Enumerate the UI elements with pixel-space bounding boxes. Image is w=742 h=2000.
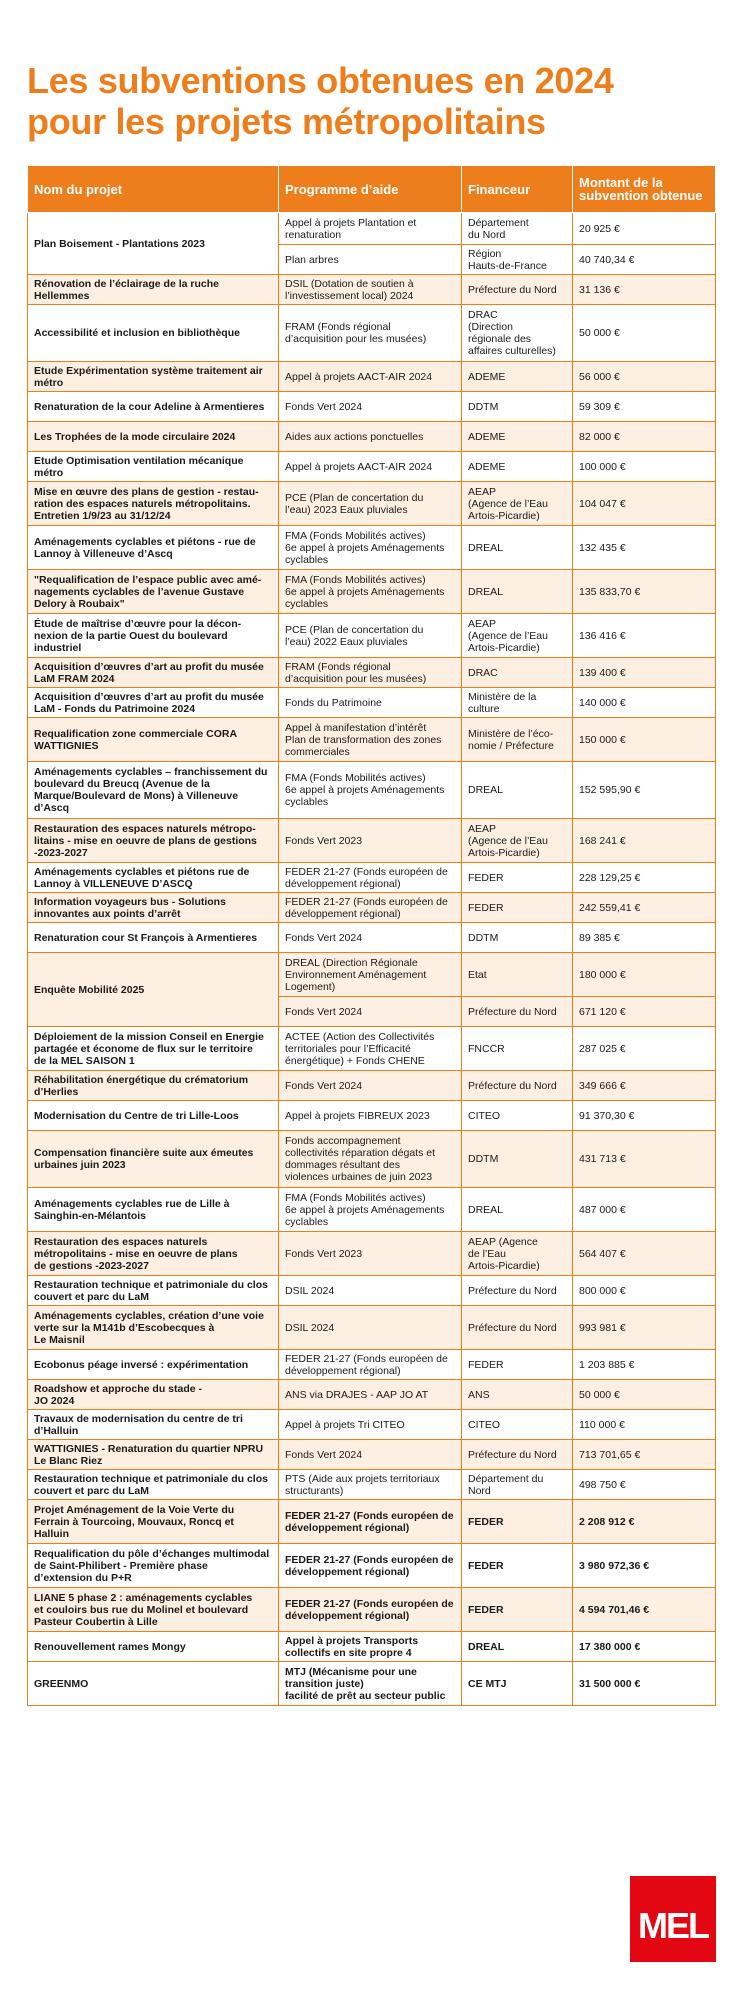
- table-row: [28, 570, 716, 614]
- page-title: [27, 60, 717, 142]
- cell-amount: 287 025 €: [573, 1027, 716, 1071]
- cell-funder: AEAP (Agence de l’Eau Artois-Picardie): [462, 614, 573, 658]
- table-row: [28, 1071, 716, 1101]
- table-row: [28, 1188, 716, 1232]
- table-row: [28, 213, 716, 245]
- cell-aid-program: Fonds Vert 2024: [279, 997, 462, 1027]
- cell-funder: ANS: [462, 1380, 573, 1410]
- cell-project-name: Aménagements cyclables – franchissement du boulevard du Breucq (Avenue de la Marque/Boulevard de Mons) à Villeneuve d’Ascq: [28, 762, 279, 819]
- table-row: [28, 482, 716, 526]
- table-row: [28, 1306, 716, 1350]
- cell-project-name: Aménagements cyclables rue de Lille à Sainghin-en-Mélantois: [28, 1188, 279, 1232]
- cell-aid-program: Aides aux actions ponctuelles: [279, 422, 462, 452]
- mel-logo-icon: [630, 1876, 716, 1962]
- cell-project-name: "Requalification de l’espace public avec amé- nagements cyclables de l’avenue Gustave Delory à Roubaix": [28, 570, 279, 614]
- table-row: [28, 863, 716, 893]
- table-row: [28, 452, 716, 482]
- cell-funder: DRAC: [462, 658, 573, 688]
- table-row: [28, 1232, 716, 1276]
- cell-aid-program: Plan arbres: [279, 245, 462, 275]
- cell-project-name: Aménagements cyclables et piétons - rue de Lannoy à Villeneuve d’Ascq: [28, 526, 279, 570]
- cell-funder: DREAL: [462, 1632, 573, 1662]
- table-row: [28, 718, 716, 762]
- cell-amount: 993 981 €: [573, 1306, 716, 1350]
- cell-amount: 564 407 €: [573, 1232, 716, 1276]
- table-row: [28, 614, 716, 658]
- title-line-1: Les subventions obtenues en 2024: [27, 60, 614, 101]
- cell-funder: DDTM: [462, 1131, 573, 1188]
- cell-aid-program: Fonds Vert 2024: [279, 392, 462, 422]
- cell-amount: 100 000 €: [573, 452, 716, 482]
- cell-funder: CITEO: [462, 1410, 573, 1440]
- cell-project-name: Aménagements cyclables et piétons rue de Lannoy à VILLENEUVE D’ASCQ: [28, 863, 279, 893]
- cell-aid-program: Appel à projets AACT-AIR 2024: [279, 452, 462, 482]
- table-row: [28, 305, 716, 362]
- cell-amount: 135 833,70 €: [573, 570, 716, 614]
- cell-project-name: Requalification zone commerciale CORA WATTIGNIES: [28, 718, 279, 762]
- table-row: [28, 1350, 716, 1380]
- cell-project-name: Restauration technique et patrimoniale du clos couvert et parc du LaM: [28, 1470, 279, 1500]
- cell-amount: 110 000 €: [573, 1410, 716, 1440]
- cell-project-name: Restauration technique et patrimoniale du clos couvert et parc du LaM: [28, 1276, 279, 1306]
- cell-funder: DDTM: [462, 923, 573, 953]
- cell-aid-program: PTS (Aide aux projets territoriaux structurants): [279, 1470, 462, 1500]
- mel-logo-text: MEL: [638, 1905, 708, 1946]
- cell-amount: 40 740,34 €: [573, 245, 716, 275]
- cell-funder: FNCCR: [462, 1027, 573, 1071]
- table-row: [28, 1101, 716, 1131]
- grants-table-body: [28, 213, 716, 1706]
- header-funder: Financeur: [462, 166, 573, 213]
- cell-amount: 17 380 000 €: [573, 1632, 716, 1662]
- cell-funder: CE MTJ: [462, 1662, 573, 1706]
- cell-project-name: Mise en œuvre des plans de gestion - restau- ration des espaces naturels métropolitains. Entretien 1/9/23 au 31/12/24: [28, 482, 279, 526]
- cell-aid-program: FEDER 21-27 (Fonds européen de développement régional): [279, 1350, 462, 1380]
- cell-amount: 2 208 912 €: [573, 1500, 716, 1544]
- cell-amount: 713 701,65 €: [573, 1440, 716, 1470]
- cell-aid-program: ACTEE (Action des Collectivités territoriales pour l’Efficacité énergétique) + Fonds CHENE: [279, 1027, 462, 1071]
- cell-funder: Préfecture du Nord: [462, 275, 573, 305]
- cell-funder: AEAP (Agence de l’Eau Artois-Picardie): [462, 1232, 573, 1276]
- table-row: [28, 392, 716, 422]
- cell-aid-program: Appel à projets Plantation et renaturation: [279, 213, 462, 245]
- table-row: [28, 526, 716, 570]
- table-row: [28, 1632, 716, 1662]
- cell-amount: 89 385 €: [573, 923, 716, 953]
- cell-aid-program: MTJ (Mécanisme pour une transition juste) facilité de prêt au secteur public: [279, 1662, 462, 1706]
- cell-funder: AEAP (Agence de l’Eau Artois-Picardie): [462, 482, 573, 526]
- cell-project-name: Ecobonus péage inversé : expérimentation: [28, 1350, 279, 1380]
- cell-project-name: Les Trophées de la mode circulaire 2024: [28, 422, 279, 452]
- cell-project-name: Étude de maîtrise d’œuvre pour la décon- nexion de la partie Ouest du boulevard industriel: [28, 614, 279, 658]
- table-row: [28, 275, 716, 305]
- cell-amount: 104 047 €: [573, 482, 716, 526]
- cell-amount: 50 000 €: [573, 305, 716, 362]
- cell-aid-program: DSIL 2024: [279, 1306, 462, 1350]
- cell-aid-program: FMA (Fonds Mobilités actives) 6e appel à projets Aménagements cyclables: [279, 1188, 462, 1232]
- cell-aid-program: Appel à projets Transports collectifs en site propre 4: [279, 1632, 462, 1662]
- table-row: [28, 923, 716, 953]
- cell-aid-program: Appel à projets FIBREUX 2023: [279, 1101, 462, 1131]
- cell-funder: FEDER: [462, 1350, 573, 1380]
- cell-aid-program: Fonds accompagnement collectivités réparation dégats et dommages résultant des violences urbaines de juin 2023: [279, 1131, 462, 1188]
- cell-project-name: Rénovation de l’éclairage de la ruche Hellemmes: [28, 275, 279, 305]
- cell-project-name: Etude Optimisation ventilation mécanique métro: [28, 452, 279, 482]
- table-row: [28, 1544, 716, 1588]
- cell-aid-program: FMA (Fonds Mobilités actives) 6e appel à projets Aménagements cyclables: [279, 526, 462, 570]
- table-row: [28, 1500, 716, 1544]
- table-row: [28, 762, 716, 819]
- cell-project-name: GREENMO: [28, 1662, 279, 1706]
- table-row: [28, 893, 716, 923]
- cell-amount: 50 000 €: [573, 1380, 716, 1410]
- cell-amount: 1 203 885 €: [573, 1350, 716, 1380]
- cell-project-name: Acquisition d’œuvres d’art au profit du musée LaM FRAM 2024: [28, 658, 279, 688]
- cell-amount: 31 136 €: [573, 275, 716, 305]
- cell-aid-program: Fonds Vert 2024: [279, 923, 462, 953]
- cell-funder: CITEO: [462, 1101, 573, 1131]
- cell-project-name: Etude Expérimentation système traitement air métro: [28, 362, 279, 392]
- table-row: [28, 1662, 716, 1706]
- cell-project-name: Déploiement de la mission Conseil en Energie partagée et économe de flux sur le territoire de la MEL SAISON 1: [28, 1027, 279, 1071]
- cell-amount: 3 980 972,36 €: [573, 1544, 716, 1588]
- cell-aid-program: DSIL (Dotation de soutien à l’investissement local) 2024: [279, 275, 462, 305]
- cell-amount: 140 000 €: [573, 688, 716, 718]
- cell-aid-program: FEDER 21-27 (Fonds européen de développement régional): [279, 863, 462, 893]
- cell-amount: 139 400 €: [573, 658, 716, 688]
- cell-amount: 487 000 €: [573, 1188, 716, 1232]
- cell-amount: 82 000 €: [573, 422, 716, 452]
- cell-amount: 180 000 €: [573, 953, 716, 997]
- cell-aid-program: Appel à projets Tri CITEO: [279, 1410, 462, 1440]
- cell-aid-program: DSIL 2024: [279, 1276, 462, 1306]
- cell-amount: 431 713 €: [573, 1131, 716, 1188]
- cell-amount: 671 120 €: [573, 997, 716, 1027]
- cell-project-name: Modernisation du Centre de tri Lille-Loos: [28, 1101, 279, 1131]
- cell-project-name: Projet Aménagement de la Voie Verte du Ferrain à Tourcoing, Mouvaux, Roncq et Halluin: [28, 1500, 279, 1544]
- cell-amount: 91 370,30 €: [573, 1101, 716, 1131]
- cell-amount: 31 500 000 €: [573, 1662, 716, 1706]
- cell-project-name: Aménagements cyclables, création d’une voie verte sur la M141b d’Escobecques à Le Maisnil: [28, 1306, 279, 1350]
- cell-funder: FEDER: [462, 1500, 573, 1544]
- cell-amount: 242 559,41 €: [573, 893, 716, 923]
- cell-funder: DDTM: [462, 392, 573, 422]
- cell-aid-program: FEDER 21-27 (Fonds européen de développement régional): [279, 1500, 462, 1544]
- cell-funder: DREAL: [462, 1188, 573, 1232]
- cell-amount: 168 241 €: [573, 819, 716, 863]
- cell-project-name: Travaux de modernisation du centre de tri d’Halluin: [28, 1410, 279, 1440]
- cell-amount: 132 435 €: [573, 526, 716, 570]
- table-row: [28, 1410, 716, 1440]
- cell-funder: Préfecture du Nord: [462, 1276, 573, 1306]
- cell-aid-program: FRAM (Fonds régional d’acquisition pour les musées): [279, 658, 462, 688]
- cell-funder: ADEME: [462, 362, 573, 392]
- cell-project-name: Renaturation cour St François à Armentieres: [28, 923, 279, 953]
- header-aid-program: Programme d’aide: [279, 166, 462, 213]
- cell-amount: 4 594 701,46 €: [573, 1588, 716, 1632]
- table-row: [28, 658, 716, 688]
- cell-amount: 800 000 €: [573, 1276, 716, 1306]
- cell-aid-program: PCE (Plan de concertation du l’eau) 2022 Eaux pluviales: [279, 614, 462, 658]
- table-row: [28, 422, 716, 452]
- cell-amount: 59 309 €: [573, 392, 716, 422]
- cell-funder: FEDER: [462, 893, 573, 923]
- cell-project-name: Restauration des espaces naturels métropolitains - mise en oeuvre de plans de gestions -2023-2027: [28, 1232, 279, 1276]
- cell-aid-program: Fonds Vert 2024: [279, 1071, 462, 1101]
- cell-amount: 20 925 €: [573, 213, 716, 245]
- cell-project-name: Information voyageurs bus - Solutions innovantes aux points d’arrêt: [28, 893, 279, 923]
- cell-project-name: WATTIGNIES - Renaturation du quartier NPRU Le Blanc Riez: [28, 1440, 279, 1470]
- cell-project-name: Renouvellement rames Mongy: [28, 1632, 279, 1662]
- cell-aid-program: FRAM (Fonds régional d’acquisition pour les musées): [279, 305, 462, 362]
- cell-funder: DRAC (Direction régionale des affaires culturelles): [462, 305, 573, 362]
- cell-amount: 228 129,25 €: [573, 863, 716, 893]
- cell-funder: FEDER: [462, 1588, 573, 1632]
- table-row: [28, 1588, 716, 1632]
- cell-aid-program: PCE (Plan de concertation du l’eau) 2023 Eaux pluviales: [279, 482, 462, 526]
- cell-aid-program: FEDER 21-27 (Fonds européen de développement régional): [279, 1588, 462, 1632]
- cell-funder: ADEME: [462, 422, 573, 452]
- cell-project-name: Roadshow et approche du stade - JO 2024: [28, 1380, 279, 1410]
- cell-aid-program: FEDER 21-27 (Fonds européen de développement régional): [279, 893, 462, 923]
- cell-amount: 498 750 €: [573, 1470, 716, 1500]
- grants-table: [27, 165, 716, 1706]
- cell-funder: Département du Nord: [462, 213, 573, 245]
- cell-funder: Etat: [462, 953, 573, 997]
- cell-aid-program: DREAL (Direction Régionale Environnement Aménagement Logement): [279, 953, 462, 997]
- cell-funder: FEDER: [462, 863, 573, 893]
- cell-funder: FEDER: [462, 1544, 573, 1588]
- table-row: [28, 1131, 716, 1188]
- cell-amount: 136 416 €: [573, 614, 716, 658]
- cell-funder: AEAP (Agence de l’Eau Artois-Picardie): [462, 819, 573, 863]
- cell-aid-program: FEDER 21-27 (Fonds européen de développement régional): [279, 1544, 462, 1588]
- cell-aid-program: Appel à manifestation d’intérêt Plan de transformation des zones commerciales: [279, 718, 462, 762]
- cell-amount: 56 000 €: [573, 362, 716, 392]
- header-amount: Montant de la subvention obtenue: [573, 166, 716, 213]
- cell-aid-program: Fonds Vert 2023: [279, 1232, 462, 1276]
- cell-aid-program: Fonds du Patrimoine: [279, 688, 462, 718]
- cell-aid-program: Fonds Vert 2024: [279, 1440, 462, 1470]
- cell-amount: 152 595,90 €: [573, 762, 716, 819]
- cell-funder: DREAL: [462, 762, 573, 819]
- cell-aid-program: Appel à projets AACT-AIR 2024: [279, 362, 462, 392]
- cell-aid-program: Fonds Vert 2023: [279, 819, 462, 863]
- cell-amount: 349 666 €: [573, 1071, 716, 1101]
- table-row: [28, 1470, 716, 1500]
- cell-funder: Préfecture du Nord: [462, 1071, 573, 1101]
- cell-funder: Ministère de l’éco- nomie / Préfecture: [462, 718, 573, 762]
- cell-funder: DREAL: [462, 526, 573, 570]
- cell-project-name: Accessibilité et inclusion en bibliothèque: [28, 305, 279, 362]
- table-row: [28, 688, 716, 718]
- cell-project-name: Requalification du pôle d’échanges multimodal de Saint-Philibert - Première phase d’extension du P+R: [28, 1544, 279, 1588]
- cell-aid-program: ANS via DRAJES - AAP JO AT: [279, 1380, 462, 1410]
- table-row: [28, 362, 716, 392]
- table-row: [28, 1380, 716, 1410]
- cell-aid-program: FMA (Fonds Mobilités actives) 6e appel à projets Aménagements cyclables: [279, 762, 462, 819]
- cell-project-name: Restauration des espaces naturels métropo- litains - mise en oeuvre de plans de gestions -2023-2027: [28, 819, 279, 863]
- cell-funder: Région Hauts-de-France: [462, 245, 573, 275]
- table-row: [28, 819, 716, 863]
- table-row: [28, 1276, 716, 1306]
- cell-funder: Préfecture du Nord: [462, 997, 573, 1027]
- cell-project-name: Plan Boisement - Plantations 2023: [28, 213, 279, 275]
- cell-funder: Préfecture du Nord: [462, 1306, 573, 1350]
- table-header-row: [28, 166, 716, 213]
- cell-funder: ADEME: [462, 452, 573, 482]
- cell-funder: DREAL: [462, 570, 573, 614]
- cell-amount: 150 000 €: [573, 718, 716, 762]
- cell-funder: Ministère de la culture: [462, 688, 573, 718]
- cell-aid-program: FMA (Fonds Mobilités actives) 6e appel à projets Aménagements cyclables: [279, 570, 462, 614]
- cell-project-name: Compensation financière suite aux émeutes urbaines juin 2023: [28, 1131, 279, 1188]
- table-row: [28, 1440, 716, 1470]
- title-line-2: pour les projets métropolitains: [27, 101, 546, 142]
- header-project-name: Nom du projet: [28, 166, 279, 213]
- table-row: [28, 1027, 716, 1071]
- cell-project-name: LIANE 5 phase 2 : aménagements cyclables et couloirs bus rue du Molinel et boulevard Pasteur Coubertin à Lille: [28, 1588, 279, 1632]
- table-row: [28, 953, 716, 997]
- cell-project-name: Enquête Mobilité 2025: [28, 953, 279, 1027]
- cell-project-name: Acquisition d’œuvres d’art au profit du musée LaM - Fonds du Patrimoine 2024: [28, 688, 279, 718]
- cell-project-name: Réhabilitation énergétique du crématorium d’Herlies: [28, 1071, 279, 1101]
- cell-funder: Préfecture du Nord: [462, 1440, 573, 1470]
- cell-funder: Département du Nord: [462, 1470, 573, 1500]
- cell-project-name: Renaturation de la cour Adeline à Armentieres: [28, 392, 279, 422]
